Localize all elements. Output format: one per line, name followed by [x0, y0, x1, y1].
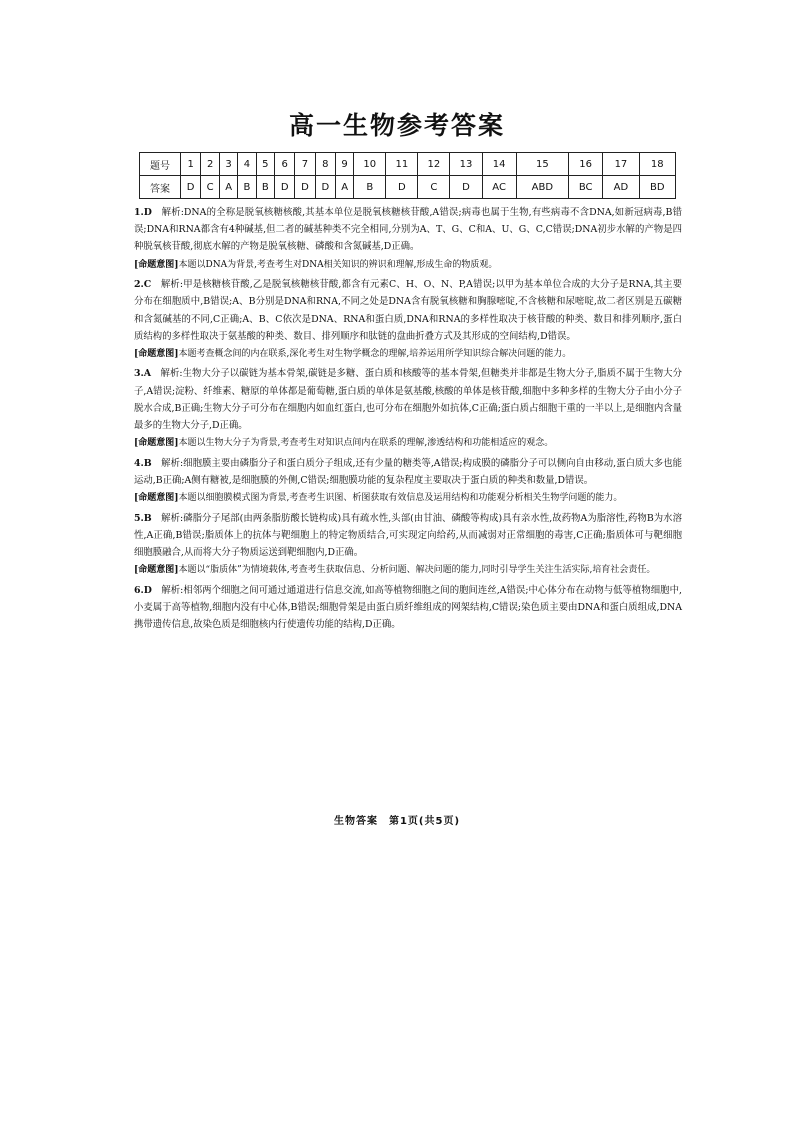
question-number: 3 [219, 153, 237, 176]
intent-tag: [命题意图] [134, 259, 179, 270]
answer-cell: AC [482, 176, 516, 199]
answer-cell: D [450, 176, 482, 199]
intent-tag: [命题意图] [134, 438, 179, 449]
question-number: 8 [315, 153, 335, 176]
question-number: 13 [450, 153, 482, 176]
page-title: 高一生物参考答案 [288, 111, 505, 140]
item-text: 解析:甲是核糖核苷酸,乙是脱氧核糖核苷酸,都含有元素C、H、O、N、P,A错误;以甲为基本单位合成的大分子是RNA,其主要分布在细胞质中,B错误;A、B分别是DNA和RNA,不同之处是DNA含有脱氧核糖和胸腺嘧啶,不含核糖和尿嘧啶,故二者区别是五碳糖和含氮碱基的不同,C正确;A、B、C依次是DNA、RNA和蛋白质,DNA和RNA的多样性取决于核苷酸的种类、数目和排列顺序,蛋白质结构的多样性取决于氨基酸的种类、数目、排列顺序和肽链的盘曲折叠方式及其形成的空间结构,D错误。 [134, 279, 682, 342]
item-text: 解析:生物大分子以碳链为基本骨架,碳链是多糖、蛋白质和核酸等的基本骨架,但糖类并非都是生物大分子,脂质不属于生物大分子,A错误;淀粉、纤维素、糖原的单体都是葡萄糖,蛋白质的单体是氨基酸,核酸的单体是核苷酸,细胞中多种多样的生物大分子由小分子脱水合成,B正确;生物大分子可分布在细胞内如血红蛋白,也可分布在细胞外如抗体,C正确;蛋白质占细胞干重的一半以上,是细胞内含量最多的生物大分子,D正确。 [134, 368, 682, 432]
intent-tag: [命题意图] [134, 565, 179, 576]
item-number: 4.B [134, 457, 152, 469]
answer-cell: D [275, 176, 295, 199]
intent-note [134, 562, 682, 579]
answer-cell: D [181, 176, 201, 199]
answer-cell: B [354, 176, 386, 199]
item-number: 6.D [134, 584, 152, 596]
intent-tag: [命题意图] [134, 348, 179, 359]
item-text: 解析:DNA的全称是脱氧核糖核酸,其基本单位是脱氧核糖核苷酸,A错误;病毒也属于生物,有些病毒不含DNA,如新冠病毒,B错误;DNA和RNA都含有4种碱基,但二者的碱基种类不完全相同,分别为A、T、G、C和A、U、G、C,C错误;DNA初步水解的产物是四种脱氧核苷酸,彻底水解的产物是脱氧核糖、磷酸和含氮碱基,D正确。 [134, 207, 682, 253]
item-number: 1.D [134, 207, 152, 218]
question-number: 16 [569, 153, 603, 176]
answer-cell: A [219, 176, 237, 199]
question-number: 5 [256, 153, 274, 176]
question-number-row [140, 153, 676, 176]
question-number: 14 [482, 153, 516, 176]
answer-row [140, 176, 676, 199]
item-number: 3.A [134, 368, 152, 380]
intent-text: 本题以细胞膜模式图为背景,考查考生识图、析图获取有效信息及运用结构和功能观分析相关生物学问题的能力。 [178, 493, 623, 504]
item-text: 解析:相邻两个细胞之间可通过通道进行信息交流,如高等植物细胞之间的胞间连丝,A错误;中心体分布在动物与低等植物细胞中,小麦属于高等植物,细胞内没有中心体,B错误;细胞骨架是由蛋白质纤维组成的网架结构,C错误;染色质主要由DNA和蛋白质组成,DNA携带遗传信息,故染色质是细胞核内行使遗传功能的结构,D正确。 [134, 584, 682, 631]
intent-text: 本题以DNA为背景,考查考生对DNA相关知识的辨识和理解,形成生命的物质观。 [178, 259, 498, 270]
answer-cell: C [418, 176, 450, 199]
explanations [134, 204, 682, 633]
explanation-item [134, 582, 682, 634]
question-number: 9 [335, 153, 353, 176]
explanation-item [134, 204, 682, 256]
answer-cell: A [335, 176, 353, 199]
answer-cell: C [201, 176, 220, 199]
question-number: 17 [603, 153, 639, 176]
question-number: 7 [295, 153, 315, 176]
answer-cell: AD [603, 176, 639, 199]
answer-cell: D [386, 176, 418, 199]
question-number: 1 [181, 153, 201, 176]
answer-cell: B [256, 176, 274, 199]
intent-note [134, 346, 682, 363]
explanation-item [134, 455, 682, 489]
intent-note [134, 435, 682, 452]
answer-table [139, 152, 676, 199]
question-number: 4 [238, 153, 256, 176]
page-footer: 生物答案 第1页(共5页) [333, 816, 461, 827]
answer-cell: BC [569, 176, 603, 199]
answer-cell: D [315, 176, 335, 199]
answer-cell: B [238, 176, 256, 199]
item-text: 解析:细胞膜主要由磷脂分子和蛋白质分子组成,还有少量的糖类等,A错误;构成膜的磷脂分子可以侧向自由移动,蛋白质大多也能运动,B正确;A侧有糖被,是细胞膜的外侧,C错误;细胞膜功能的复杂程度主要取决于蛋白质的种类和数量,D错误。 [134, 457, 682, 486]
answer-cell: D [295, 176, 315, 199]
question-number: 12 [418, 153, 450, 176]
intent-note [134, 490, 682, 507]
question-number: 6 [275, 153, 295, 176]
question-number: 10 [354, 153, 386, 176]
question-number: 2 [201, 153, 220, 176]
item-text: 解析:磷脂分子尾部(由两条脂肪酸长链构成)具有疏水性,头部(由甘油、磷酸等构成)具有亲水性,故药物A为脂溶性,药物B为水溶性,A正确,B错误;脂质体上的抗体与靶细胞上的特定物质结合,可实现定向给药,从而减弱对正常细胞的毒害,C正确;脂质体可与靶细胞细胞膜融合,从而将大分子物质运送到靶细胞内,D正确。 [134, 512, 682, 559]
intent-text: 本题以“脂质体”为情境载体,考查考生获取信息、分析问题、解决问题的能力,同时引导学生关注生活实际,培育社会责任。 [178, 565, 656, 576]
explanation-item [134, 365, 682, 434]
intent-tag: [命题意图] [134, 493, 179, 504]
intent-text: 本题考查概念间的内在联系,深化考生对生物学概念的理解,培养运用所学知识综合解决问题的能力。 [178, 348, 572, 359]
answer-cell: ABD [516, 176, 568, 199]
answer-cell: BD [639, 176, 675, 199]
item-number: 2.C [134, 279, 152, 291]
intent-note [134, 257, 682, 274]
row-label-answer: 答案 [140, 176, 181, 199]
question-number: 11 [386, 153, 418, 176]
question-number: 15 [516, 153, 568, 176]
intent-text: 本题以生物大分子为背景,考查考生对知识点间内在联系的理解,渗透结构和功能相适应的观念。 [178, 438, 554, 449]
item-number: 5.B [134, 512, 152, 524]
explanation-item [134, 276, 682, 345]
explanation-item [134, 510, 682, 562]
question-number: 18 [639, 153, 675, 176]
row-label-number: 题号 [140, 153, 181, 176]
